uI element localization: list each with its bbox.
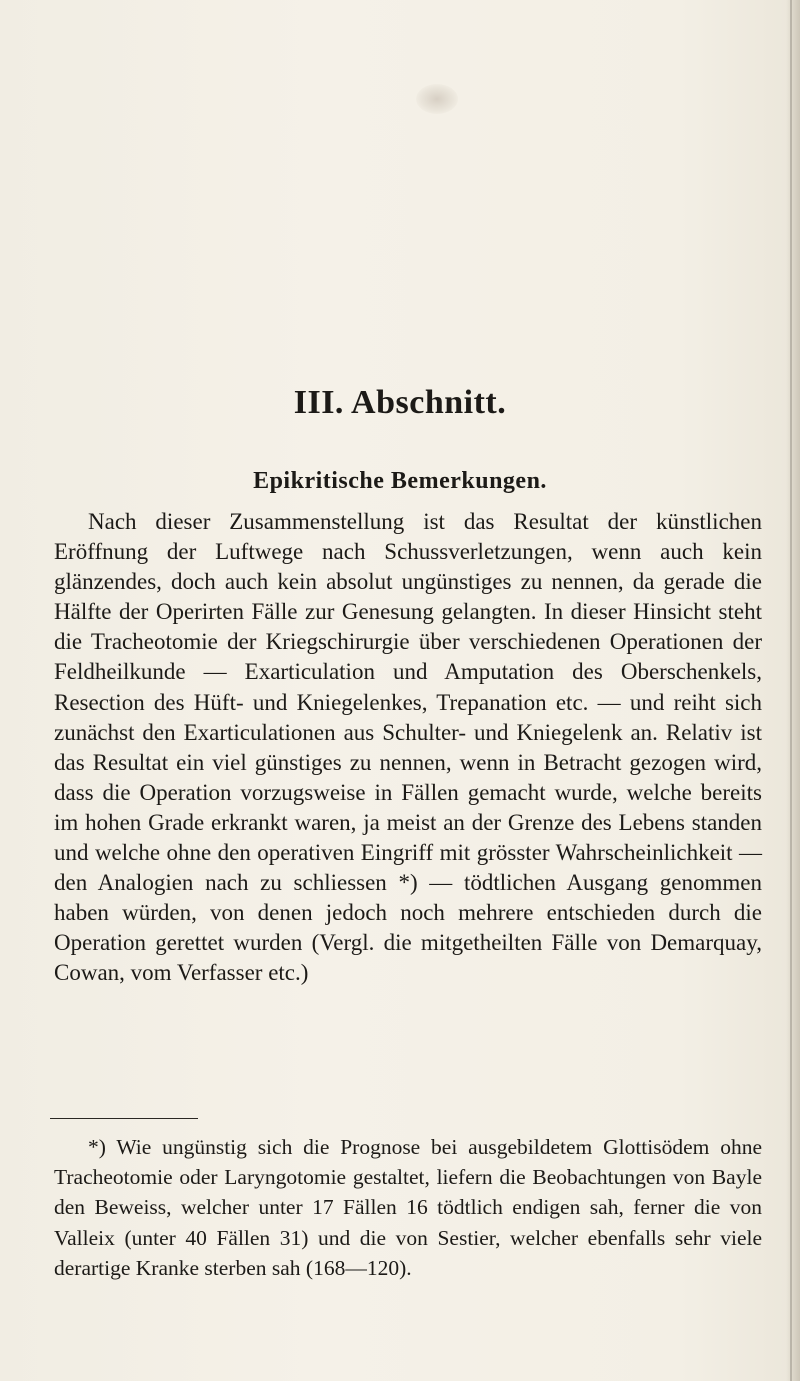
section-title: III. Abschnitt. bbox=[293, 384, 507, 421]
body-paragraph-block bbox=[54, 507, 762, 989]
body-paragraph: Nach dieser Zusammenstellung ist das Resultat der künstlichen Eröffnung der Luftwege nach Schussverletzungen, wenn auch kein glänzendes, doch auch kein absolut ungünstiges zu nennen, da gerade die Hälfte der Operirten Fälle zur Genesung gelangten. In dieser Hinsicht steht die Tracheotomie der Kriegschirurgie über verschiedenen Operationen der Feldheilkunde — Exarticulation und Amputation des Oberschenkels, Resection des Hüft- und Kniegelenkes, Trepanation etc. — und reiht sich zunächst den Exarticulationen aus Schulter- und Kniegelenk an. Relativ ist das Resultat ein viel günstiges zu nennen, wenn in Betracht gezogen wird, dass die Operation vorzugsweise in Fällen gemacht wurde, welche bereits im hohen Grade erkrankt waren, ja meist an der Grenze des Lebens standen und welche ohne den operativen Eingriff mit grösster Wahrscheinlichkeit — den Analogien nach zu schliessen *) — tödtlichen Ausgang genommen haben würden, von denen jedoch noch mehrere entschieden durch die Operation gerettet wurden (Vergl. die mitgetheilten Fälle von Demarquay, Cowan, vom Verfasser etc.) bbox=[54, 509, 762, 986]
footnote-rule bbox=[50, 1118, 198, 1119]
page-edge-line bbox=[790, 0, 792, 1381]
footnote-block bbox=[54, 1132, 762, 1283]
page-edge-shadow bbox=[786, 0, 800, 1381]
footnote-text: *) Wie ungünstig sich die Prognose bei ausgebildetem Glottisödem ohne Tracheotomie oder Laryngotomie gestaltet, liefern die Beobachtungen von Bayle den Beweiss, welcher unter 17 Fällen 16 tödtlich endigen sah, ferner die von Valleix (unter 40 Fällen 31) und die von Sestier, welcher ebenfalls sehr viele derartige Kranke sterben sah (168—120). bbox=[54, 1135, 762, 1280]
paper-stain bbox=[416, 84, 458, 114]
section-subtitle: Epikritische Bemerkungen. bbox=[253, 468, 547, 494]
